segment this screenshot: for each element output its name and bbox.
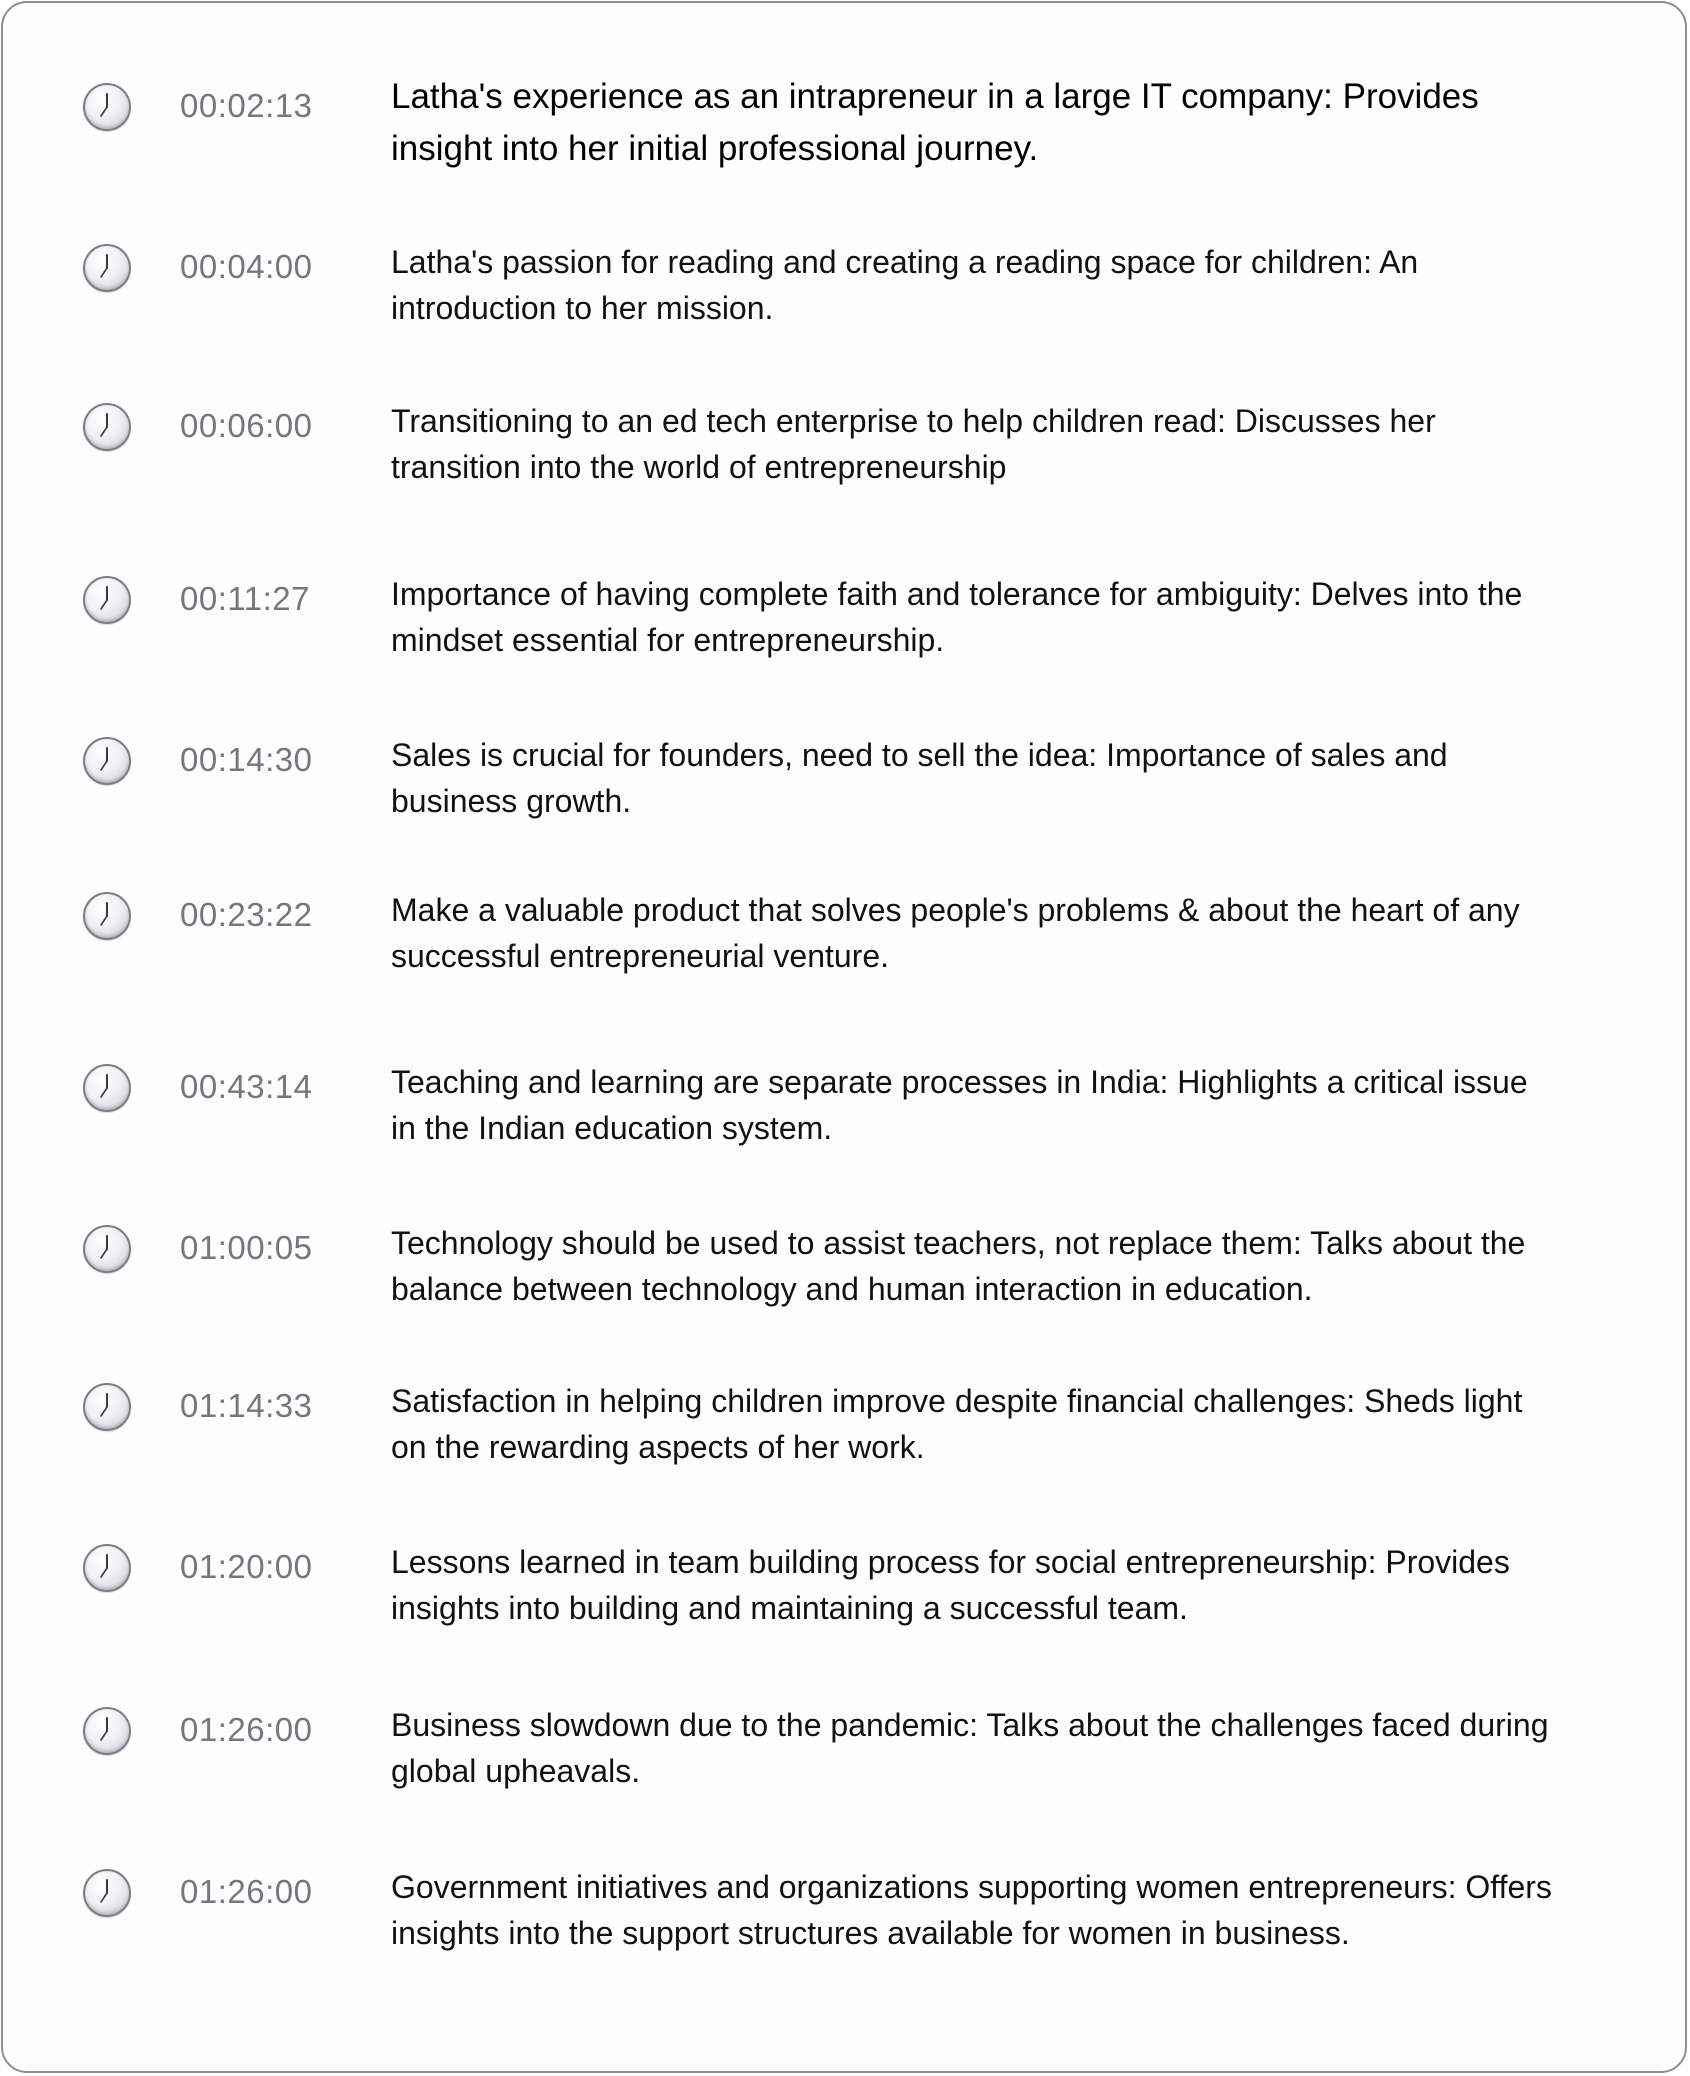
chapter-description: Importance of having complete faith and tolerance for ambiguity: Delves into the mindset essential for entrepreneurship. xyxy=(391,576,1523,658)
chapter-timestamp[interactable]: 00:11:27 xyxy=(180,580,311,617)
chapter-row[interactable] xyxy=(3,576,1685,726)
clock-icon xyxy=(83,244,131,292)
chapter-row[interactable] xyxy=(3,892,1685,1042)
clock-icon xyxy=(83,1707,131,1755)
chapter-timestamp[interactable]: 00:06:00 xyxy=(180,407,313,444)
clock-icon xyxy=(83,83,131,131)
chapter-row[interactable] xyxy=(3,1383,1685,1533)
clock-icon xyxy=(83,892,131,940)
clock-icon xyxy=(83,1064,131,1112)
chapter-timestamp[interactable]: 00:43:14 xyxy=(180,1068,313,1105)
chapter-row[interactable] xyxy=(3,77,1685,233)
chapter-row[interactable] xyxy=(3,1225,1685,1375)
chapter-list-card xyxy=(1,1,1687,2073)
chapter-row[interactable] xyxy=(3,244,1685,394)
chapter-timestamp[interactable]: 01:00:05 xyxy=(180,1229,313,1266)
chapter-description: Latha's experience as an intrapreneur in a large IT company: Provides insight into her initial professional journey. xyxy=(391,77,1479,168)
clock-icon xyxy=(83,1869,131,1917)
chapter-timestamp[interactable]: 00:23:22 xyxy=(180,896,313,933)
chapter-timestamp[interactable]: 00:02:13 xyxy=(180,87,313,124)
chapter-timestamp[interactable]: 00:14:30 xyxy=(180,741,313,778)
clock-icon xyxy=(83,1225,131,1273)
chapter-timestamp[interactable]: 01:26:00 xyxy=(180,1711,313,1748)
chapter-description: Teaching and learning are separate processes in India: Highlights a critical issue in the Indian education system. xyxy=(391,1064,1528,1146)
clock-icon xyxy=(83,1544,131,1592)
chapter-timestamp[interactable]: 01:20:00 xyxy=(180,1548,313,1585)
chapter-description: Transitioning to an ed tech enterprise to help children read: Discusses her transition into the world of entrepreneurship xyxy=(391,403,1436,485)
chapter-description: Satisfaction in helping children improve despite financial challenges: Sheds light on the rewarding aspects of her work. xyxy=(391,1383,1523,1465)
chapter-description: Government initiatives and organizations supporting women entrepreneurs: Offers insights into the support structures available for women in business. xyxy=(391,1869,1552,1951)
chapter-row[interactable] xyxy=(3,1707,1685,1857)
chapter-description: Latha's passion for reading and creating a reading space for children: An introduction to her mission. xyxy=(391,244,1419,326)
chapter-row[interactable] xyxy=(3,403,1685,553)
chapter-description: Technology should be used to assist teachers, not replace them: Talks about the balance between technology and human interaction in education. xyxy=(391,1225,1526,1307)
chapter-row[interactable] xyxy=(3,737,1685,887)
chapter-timestamp[interactable]: 00:04:00 xyxy=(180,248,313,285)
clock-icon xyxy=(83,737,131,785)
clock-icon xyxy=(83,576,131,624)
chapter-description: Lessons learned in team building process for social entrepreneurship: Provides insights into building and maintaining a successful team. xyxy=(391,1544,1510,1626)
clock-icon xyxy=(83,403,131,451)
chapter-row[interactable] xyxy=(3,1544,1685,1694)
chapter-description: Make a valuable product that solves people's problems & about the heart of any successful entrepreneurial venture. xyxy=(391,892,1520,974)
chapter-row[interactable] xyxy=(3,1064,1685,1214)
chapter-description: Sales is crucial for founders, need to sell the idea: Importance of sales and business growth. xyxy=(391,737,1448,819)
chapter-timestamp[interactable]: 01:14:33 xyxy=(180,1387,313,1424)
chapter-description: Business slowdown due to the pandemic: Talks about the challenges faced during global upheavals. xyxy=(391,1707,1549,1789)
clock-icon xyxy=(83,1383,131,1431)
chapter-row[interactable] xyxy=(3,1869,1685,2019)
chapter-timestamp[interactable]: 01:26:00 xyxy=(180,1873,313,1910)
